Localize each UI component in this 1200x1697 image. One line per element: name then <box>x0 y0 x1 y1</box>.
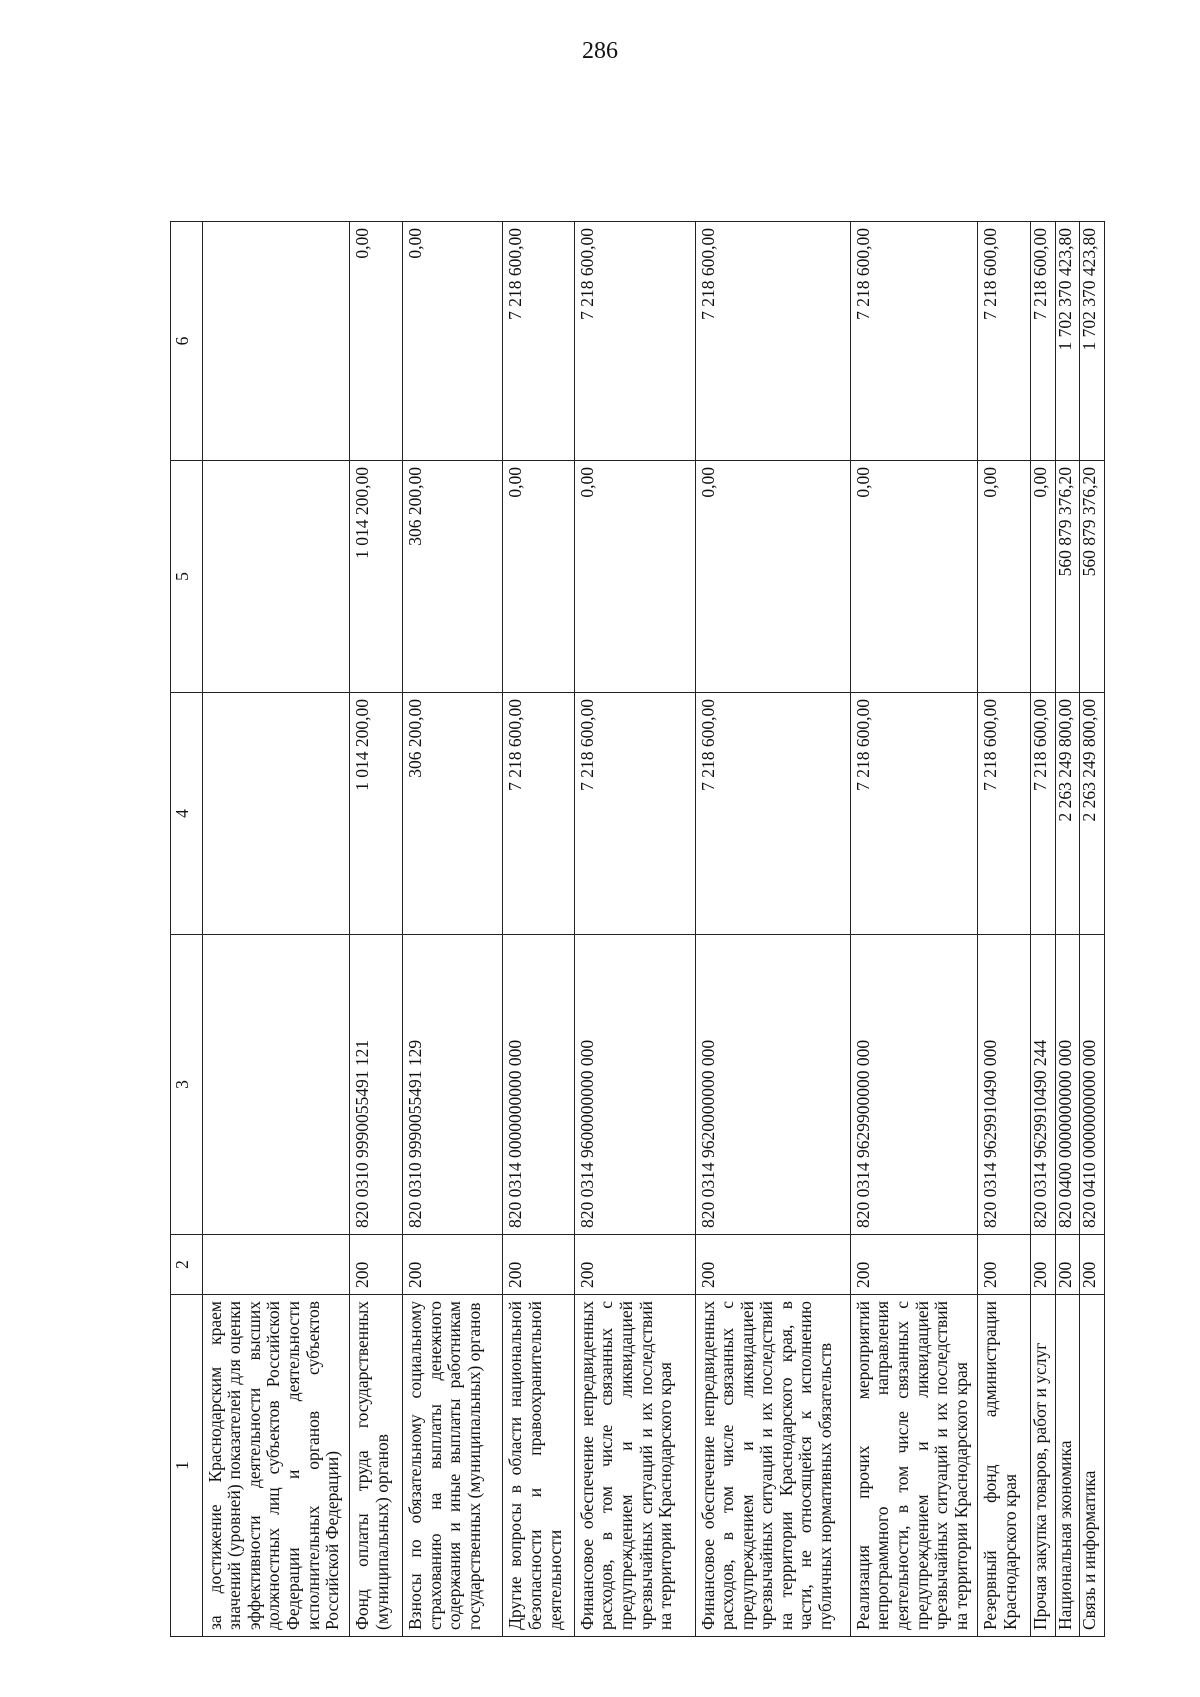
row-col6-cell: 7 218 600,00 <box>503 222 575 461</box>
row-kbk-cell: 820 0314 9629900000 000 <box>850 935 977 1235</box>
row-col4-cell: 7 218 600,00 <box>978 693 1031 935</box>
table-row <box>850 222 977 1637</box>
row-col6-cell: 1 702 370 423,80 <box>1055 222 1080 461</box>
row-col4-cell: 7 218 600,00 <box>850 693 977 935</box>
row-name-cell: Взносы по обязательному социальному страхованию на выплаты денежного содержания и иные выплаты работникам государственных (муниципальных) органов <box>403 1295 503 1637</box>
table-row <box>978 222 1031 1637</box>
header-cell: 1 <box>171 1295 203 1637</box>
row-name-cell: Резервный фонд администрации Краснодарского края <box>978 1295 1031 1637</box>
header-row <box>171 222 203 1637</box>
row-col6-cell: 1 702 370 423,80 <box>1080 222 1105 461</box>
row-name-cell: Финансовое обеспечение непредвиденных расходов, в том числе связанных с предупреждением и ликвидацией чрезвычайных ситуаций и их последствий на территории Краснодарского края, в части, не относящейся к исполнению публичных нормативных обязательств <box>695 1295 850 1637</box>
row-col4-cell: 7 218 600,00 <box>1031 693 1056 935</box>
row-code-cell: 200 <box>850 1235 977 1295</box>
table-row <box>350 222 403 1637</box>
row-kbk-cell: 820 0314 0000000000 000 <box>503 935 575 1235</box>
row-col5-cell: 560 879 376,20 <box>1055 461 1080 693</box>
row-col4-cell: 7 218 600,00 <box>695 693 850 935</box>
row-kbk-cell: 820 0314 9620000000 000 <box>695 935 850 1235</box>
row-code-cell: 200 <box>1031 1235 1056 1295</box>
row-code-cell: 200 <box>503 1235 575 1295</box>
row-code-cell: 200 <box>350 1235 403 1295</box>
page-number: 286 <box>582 38 618 64</box>
header-cell: 2 <box>171 1235 203 1295</box>
rotated-table-container <box>170 222 1105 1637</box>
row-kbk-cell <box>202 935 349 1235</box>
row-col6-cell: 7 218 600,00 <box>695 222 850 461</box>
row-col5-cell: 0,00 <box>978 461 1031 693</box>
row-name-cell: Реализация прочих мероприятий непрограммного направления деятельности, в том числе связанных с предупреждением и ликвидацией чрезвычайных ситуаций и их последствий на территории Краснодарского края <box>850 1295 977 1637</box>
row-col6-cell <box>202 222 349 461</box>
row-col4-cell: 7 218 600,00 <box>503 693 575 935</box>
row-col5-cell: 0,00 <box>695 461 850 693</box>
row-col4-cell: 1 014 200,00 <box>350 693 403 935</box>
row-col5-cell: 0,00 <box>503 461 575 693</box>
table-row <box>574 222 695 1637</box>
row-code-cell: 200 <box>1055 1235 1080 1295</box>
row-name-cell: Финансовое обеспечение непредвиденных расходов, в том числе связанных с предупреждением и ликвидацией чрезвычайных ситуаций и их последствий на территории Краснодарского края <box>574 1295 695 1637</box>
row-col4-cell <box>202 693 349 935</box>
row-kbk-cell: 820 0314 9629910490 244 <box>1031 935 1056 1235</box>
header-cell: 4 <box>171 693 203 935</box>
row-col5-cell: 0,00 <box>850 461 977 693</box>
row-col6-cell: 7 218 600,00 <box>574 222 695 461</box>
table-row <box>1055 222 1080 1637</box>
table-row <box>1080 222 1105 1637</box>
table-row <box>202 222 349 1637</box>
table-row <box>503 222 575 1637</box>
row-col4-cell: 2 263 249 800,00 <box>1080 693 1105 935</box>
row-code-cell <box>202 1235 349 1295</box>
row-kbk-cell: 820 0310 9990055491 129 <box>403 935 503 1235</box>
row-name-cell: Другие вопросы в области национальной безопасности и правоохранительной деятельности <box>503 1295 575 1637</box>
row-kbk-cell: 820 0310 9990055491 121 <box>350 935 403 1235</box>
row-col5-cell: 306 200,00 <box>403 461 503 693</box>
row-kbk-cell: 820 0400 0000000000 000 <box>1055 935 1080 1235</box>
budget-table <box>170 221 1105 1637</box>
row-code-cell: 200 <box>695 1235 850 1295</box>
row-col5-cell: 0,00 <box>1031 461 1056 693</box>
row-name-cell: за достижение Краснодарским краем значений (уровней) показателей для оценки эффективности деятельности высших должностных лиц субъектов Российской Федерации и деятельности исполнительных органов субъектов Российской Федерации) <box>202 1295 349 1637</box>
row-col5-cell <box>202 461 349 693</box>
row-code-cell: 200 <box>1080 1235 1105 1295</box>
row-col6-cell: 0,00 <box>350 222 403 461</box>
row-col5-cell: 560 879 376,20 <box>1080 461 1105 693</box>
header-cell: 3 <box>171 935 203 1235</box>
row-kbk-cell: 820 0314 9629910490 000 <box>978 935 1031 1235</box>
row-col6-cell: 7 218 600,00 <box>978 222 1031 461</box>
row-col6-cell: 7 218 600,00 <box>850 222 977 461</box>
header-cell: 5 <box>171 461 203 693</box>
row-col6-cell: 7 218 600,00 <box>1031 222 1056 461</box>
table-row <box>1031 222 1056 1637</box>
row-col5-cell: 1 014 200,00 <box>350 461 403 693</box>
row-code-cell: 200 <box>574 1235 695 1295</box>
row-name-cell: Фонд оплаты труда государственных (муниципальных) органов <box>350 1295 403 1637</box>
row-name-cell: Связь и информатика <box>1080 1295 1105 1637</box>
row-name-cell: Национальная экономика <box>1055 1295 1080 1637</box>
row-col5-cell: 0,00 <box>574 461 695 693</box>
row-kbk-cell: 820 0314 9600000000 000 <box>574 935 695 1235</box>
row-col6-cell: 0,00 <box>403 222 503 461</box>
header-cell: 6 <box>171 222 203 461</box>
table-row <box>403 222 503 1637</box>
row-col4-cell: 2 263 249 800,00 <box>1055 693 1080 935</box>
row-name-cell: Прочая закупка товаров, работ и услуг <box>1031 1295 1056 1637</box>
table-row <box>695 222 850 1637</box>
row-kbk-cell: 820 0410 0000000000 000 <box>1080 935 1105 1235</box>
row-code-cell: 200 <box>403 1235 503 1295</box>
row-col4-cell: 306 200,00 <box>403 693 503 935</box>
row-col4-cell: 7 218 600,00 <box>574 693 695 935</box>
row-code-cell: 200 <box>978 1235 1031 1295</box>
